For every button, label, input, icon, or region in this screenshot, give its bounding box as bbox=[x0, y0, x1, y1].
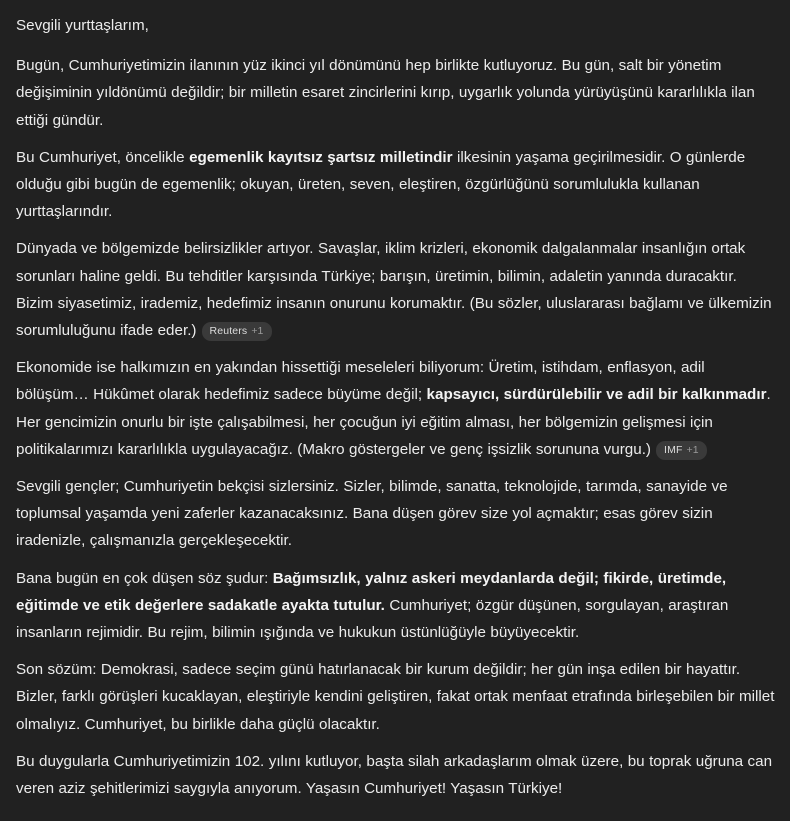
text-run: Cumhuriyet; özgür düşünen, sorgulayan, araştıran insanların rejimidir. Bu rejim, bilimin ışığında ve hukukun üstünlüğüyle büyüyecektir. bbox=[16, 596, 729, 642]
text-run: Bu duygularla Cumhuriyetimizin 102. yılını kutluyor, başta silah arkadaşlarım olmak üzere, bu toprak uğruna can veren aziz şehitlerimizi saygıyla anıyorum. Yaşasın Cumhuriyet! Yaşasın Türkiye! bbox=[16, 752, 773, 798]
paragraph bbox=[16, 473, 776, 555]
emphasis-text: egemenlik kayıtsız şartsız milletindir bbox=[189, 148, 453, 166]
citation-source-name: Reuters bbox=[209, 325, 248, 338]
citation-extra-count: +1 bbox=[251, 325, 264, 338]
text-run: ilkesinin yaşama geçirilmesidir. O günlerde olduğu gibi bugün de egemenlik; okuyan, üreten, seven, eleştiren, özgürlüğünü sorumlulukla kullanan yurttaşlarındır. bbox=[16, 148, 746, 221]
text-run: Bu Cumhuriyet, öncelikle bbox=[16, 148, 190, 166]
citation-extra-count: +1 bbox=[686, 443, 699, 456]
text-run: Dünyada ve bölgemizde belirsizlikler artıyor. Savaşlar, iklim krizleri, ekonomik dalgalanmalar insanlığın ortak sorunları haline geldi. Bu tehditler karşısında Türkiye; barışın, üretimin, bilimin, adaletin yanında duracaktır. Bizim siyasetimiz, irademiz, hedefimiz insanın onurunu korumaktır. (Bu sözler, uluslararası bağlamı ve ülkemizin sorumluluğunu ifade eder.) bbox=[16, 240, 772, 340]
text-run: Bugün, Cumhuriyetimizin ilanının yüz ikinci yıl dönümünü hep birlikte kutluyoruz. Bu gün, salt bir yönetim değişiminin yıldönümü değildir; bir milletin esaret zincirlerini kırıp, uygarlık yolunda yürüyüşünü kararlılıkla ilan ettiği gündür. bbox=[16, 57, 755, 129]
text-run: . Her gencimizin onurlu bir işte çalışabilmesi, her çocuğun iyi eğitim alması, her bölgemizin gelişmesi için politikalarımızı kararlılıkla uygulayacağız. (Makro göstergeler ve genç işsizlik sorununa vurgu.) bbox=[16, 386, 771, 458]
citation-badge[interactable] bbox=[656, 441, 707, 460]
text-run: Son sözüm: Demokrasi, sadece seçim günü hatırlanacak bir kurum değildir; her gün inşa edilen bir hayattır. Bizler, farklı görüşleri kucaklayan, eleştiriyle kendini geliştiren, fakat ortak menfaat etrafında birleşebilen bir millet olmalıyız. Cumhuriyet, bu birlikle daha güçlü olacaktır. bbox=[16, 661, 775, 733]
paragraph bbox=[16, 354, 776, 463]
paragraph bbox=[16, 52, 776, 134]
emphasis-text: kapsayıcı, sürdürülebilir ve adil bir kalkınmadır bbox=[426, 386, 767, 404]
text-run: Ekonomide ise halkımızın en yakından hissettiği meseleleri biliyorum: Üretim, istihdam, enflasyon, adil bölüşüm… Hükûmet olarak hedefimiz sadece büyüme değil; bbox=[16, 359, 705, 404]
text-run: Bana bugün en çok düşen söz şudur: bbox=[16, 569, 273, 587]
paragraph bbox=[16, 565, 776, 647]
paragraph bbox=[16, 12, 776, 39]
text-run: Sevgili yurttaşlarım, bbox=[16, 17, 149, 34]
paragraph bbox=[16, 235, 776, 344]
paragraph bbox=[16, 144, 776, 226]
citation-badge[interactable] bbox=[202, 322, 272, 341]
paragraph bbox=[16, 748, 776, 802]
citation-source-name: IMF bbox=[664, 443, 683, 456]
emphasis-text: Bağımsızlık, yalnız askeri meydanlarda değil; fikirde, üretimde, eğitimde ve etik değerlere sadakatle ayakta tutulur. bbox=[16, 569, 727, 614]
paragraph bbox=[16, 656, 776, 738]
text-run: Sevgili gençler; Cumhuriyetin bekçisi sizlersiniz. Sizler, bilimde, sanatta, teknolojide, tarımda, sanayide ve toplumsal yaşamda yeni zaferler kazanacaksınız. Bana düşen görev size yol açmaktır; esas görev sizin iradenizle, çalışmanızla gerçekleşecektir. bbox=[16, 478, 728, 550]
